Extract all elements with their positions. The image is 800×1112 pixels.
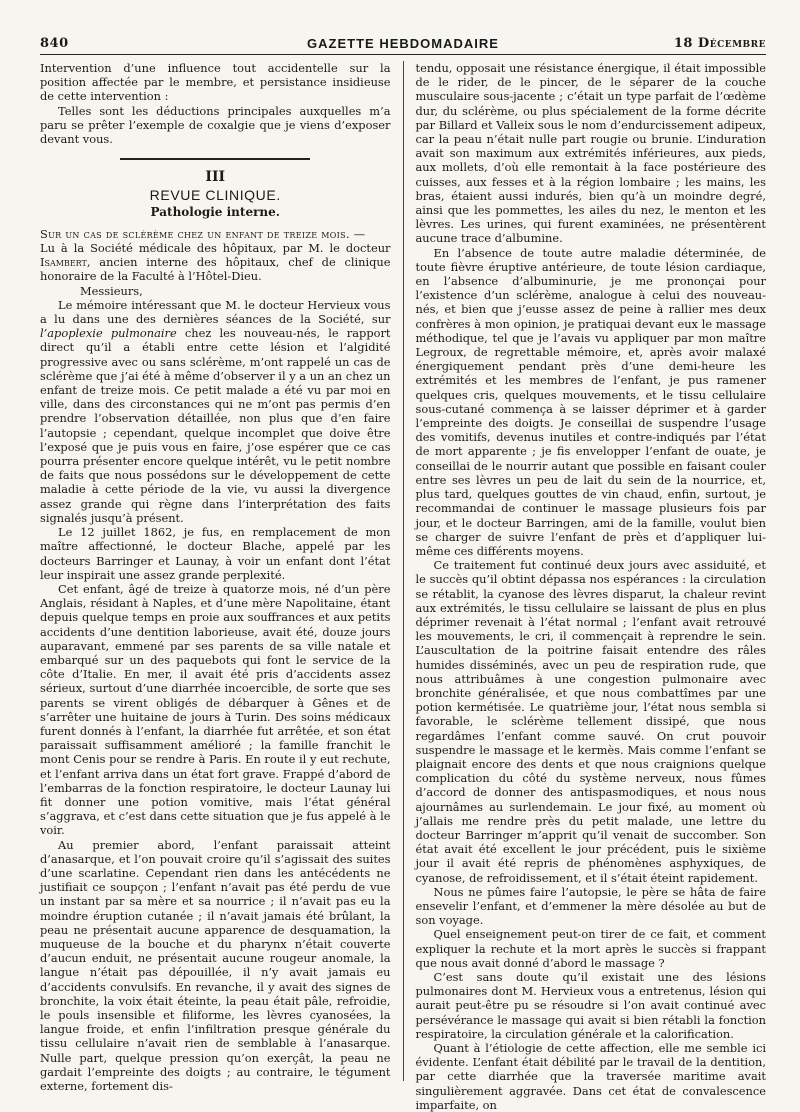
paragraph: tendu, opposait une résistance énergique, il était impossible de le rider, de le pincer, de le séparer de la couche musculaire sous-jacente ; c’était un type parfait de l’œdème dur, du sclérème, ou plus spécialement de la forme décrite par Billard et Valleix sous le nom d’endurcissement adipeux, car la peau n’était nulle part rougie ou brunie. L’induration avait son maximum aux extrémités inférieures, aux pieds, aux mollets, d’où elle remontait à la face postérieure des cuisses, aux fesses et à la région lombaire ; les mains, les bras, étaient aussi indurés, bien qu’à un moindre degré, ainsi que les pommettes, les ailes du nez, le menton et les lèvres. Les urines, qui furent examinées, ne présentèrent aucune trace d’albumine. <box>415 61 766 246</box>
author-name: Isambert <box>40 255 87 270</box>
paragraph: Le mémoire intéressant que M. le docteur Hervieux vous a lu dans une des dernières séances de la Société, sur l’apoplexie pulmonaire chez les nouveau-nés, le rapport direct qu’il a établi entre cette lésion et l’algidité progressive avec ou sans sclérème, m’ont rappelé un cas de sclérème que j’ai été à même d’observer il y a un an chez un enfant de treize mois. Ce petit malade a été vu par moi en ville, dans des circonstances qui ne m’ont pas permis d’en prendre l’observation détaillée, non plus que d’en faire l’autopsie ; cependant, quelque incomplet que doive être l’exposé que je puis vous en faire, j’ose espérer que ce cas pourra présenter encore quelque intérêt, vu le petit nombre de faits que nous possédons sur le développement de cette maladie à cette période de la vie, vu aussi la divergence assez grande qui règne dans l’interprétation des faits signalés jusqu’à présent. <box>40 297 391 525</box>
left-column <box>40 61 391 1094</box>
section-number: III <box>205 169 226 186</box>
case-byline: Lu à la Société médicale des hôpitaux, par M. le docteur Isambert, ancien interne des hôpitaux, chef de clinique honoraire de la Faculté à l’Hôtel-Dieu. <box>40 241 391 284</box>
journal-title: GAZETTE HEBDOMADAIRE <box>307 36 499 51</box>
paragraph: Quel enseignement peut-on tirer de ce fait, et comment expliquer la rechute et la mort après le succès si frappant que nous avait donné d’abord le massage ? <box>415 927 766 970</box>
paragraph: Telles sont les déductions principales auxquelles m’a paru se prêter l’exemple de coxalgie que je viens d’exposer devant vous. <box>40 103 391 147</box>
right-column <box>415 61 767 1112</box>
text-columns <box>40 61 766 1112</box>
paragraph: Au premier abord, l’enfant paraissait atteint d’anasarque, et l’on pouvait croire qu’il s’agissait des suites d’une scarlatine. Cependant rien dans les antécédents ne justifiait ce soupçon ; l’enfant n’avait pas été perdu de vue un instant par sa mère et sa nourrice ; il n’avait pas eu la moindre éruption cutanée ; il n’avait jamais été brûlant, la peau ne présentait aucune apparence de desquamation, la muqueuse de la bouche et du pharynx n’était couverte d’aucun enduit, ne présentait aucune rougeur anomale, la langue n’était pas dépouillée, il n’y avait jamais eu d’accidents convulsifs. En revanche, il y avait des signes de bronchite, la voix était éteinte, la peau était pâle, refroidie, le pouls insensible et filiforme, les lèvres cyanosées, la langue froide, et enfin l’infiltration presque générale du tissu cellulaire n’avait rien de semblable à l’anasarque. Nulle part, quelque pression qu’on exerçât, la peau ne gardait l’empreinte des doigts ; au contraire, le tégument externe, fortement dis- <box>40 837 391 1094</box>
section-subtitle: Pathologie interne. <box>150 204 280 219</box>
case-title: Sur un cas de sclérème chez un enfant de treize mois. — <box>40 226 366 241</box>
section-rule <box>120 158 310 160</box>
section-title: REVUE CLINIQUE. <box>149 187 281 204</box>
paragraph: Nous ne pûmes faire l’autopsie, le père se hâta de faire ensevelir l’enfant, et d’emmener la mère désolée au but de son voyage. <box>415 884 766 928</box>
paragraph: Cet enfant, âgé de treize à quatorze mois, né d’un père Anglais, résidant à Naples, et d’une mère Napolitaine, étant depuis quelque temps en proie aux souffrances et aux petits accidents d’une dentition laborieuse, avait été, douze jours auparavant, emmené par ses parents de sa ville natale et embarqué sur un des paquebots qui font le service de la côte d’Italie. En mer, il avait été pris d’accidents assez sérieux, surtout d’une diarrhée incoercible, de sorte que ses parents se virent obligés de débarquer à Gênes et de s’arrêter une huitaine de jours à Turin. Des soins médicaux furent donnés à l’enfant, la diarrhée fut arrêtée, et son état paraissait suffisamment amélioré ; la famille franchit le mont Cenis pour se rendre à Paris. En route il y eut rechute, et l’enfant arriva dans un état fort grave. Frappé d’abord de l’embarras de la fonction respiratoire, le docteur Launay lui fit donner une potion vomitive, mais l’état général s’aggrava, et c’est dans cette situation que je fus appelé à le voir. <box>40 581 391 838</box>
paragraph: Intervention d’une influence tout accidentelle sur la position affectée par le membre, et persistance insidieuse de cette intervention : <box>40 61 391 104</box>
salutation: Messieurs, <box>80 283 143 298</box>
paragraph: Ce traitement fut continué deux jours avec assiduité, et le succès qu’il obtint dépassa nos espérances : la circulation se rétablit, la cyanose des lèvres disparut, la chaleur revint aux extrémités, le tissu cellulaire se laissant de plus en plus déprimer revenait à l’état normal ; l’enfant avait retrouvé les mouvements, le cri, il commençait à reprendre le sein. L’auscultation de la poitrine faisait entendre des râles humides disséminés, avec un peu de respiration rude, que nous attribuâmes à une congestion pulmonaire avec bronchite généralisée, et que nous combattîmes par une potion kermétisée. Le quatrième jour, l’état nous sembla si favorable, le sclérème tellement dissipé, que nous regardâmes l’enfant comme sauvé. On crut pouvoir suspendre le massage et le kermès. Mais comme l’enfant se plaignait encore des dents et que nous craignions quelque complication du côté du système nerveux, nous fûmes d’accord de donner des antispasmodiques, et nous nous ajournâmes au surlendemain. Le jour fixé, au moment où j’allais me rendre près du petit malade, une lettre du docteur Barringer m’apprit qu’il venait de succomber. Son état avait été excellent le jour précédent, puis le sixième jour il avait été repris de phénomènes asphyxiques, de cyanose, de refroidissement, et il s’était éteint rapidement. <box>415 558 766 885</box>
paragraph: C’est sans doute qu’il existait une des lésions pulmonaires dont M. Hervieux vous a entretenus, lésion qui aurait peut-être pu se résoudre si l’on avait continué avec persévérance le massage qui avait si bien rétabli la fonction respiratoire, la circulation générale et la calorification. <box>415 970 766 1041</box>
column-divider <box>403 61 404 1081</box>
paragraph: Quant à l’étiologie de cette affection, elle me semble ici évidente. L’enfant était débilité par le travail de la dentition, par cette diarrhée que la traversée maritime avait singulièrement aggravée. Dans cet état de convalescence imparfaite, on <box>415 1041 766 1112</box>
paragraph: En l’absence de toute autre maladie déterminée, de toute fièvre éruptive antérieure, de toute lésion cardiaque, en l’absence d’albuminurie, je me prononçai pour l’existence d’un sclérème, analogue à celui des nouveau-nés, et bien que j’eusse assez de peine à rallier mes deux confrères à mon opinion, je pratiquai devant eux le massage méthodique, tel que je l’avais vu appliquer par mon maître Legroux, de regrettable mémoire, et, après avoir malaxé énergiquement pendant près d’une demi-heure les extrémités et les membres de l’enfant, je pus ramener quelques cris, quelques mouvements, et le tissu cellulaire sous-cutané commença à se laisser déprimer et à garder l’empreinte des doigts. Je conseillai de suspendre l’usage des vomitifs, devenus inutiles et contre-indiqués par l’état de mort apparente ; je fis envelopper l’enfant de ouate, je conseillai de le nourrir autant que possible en faisant couler entre ses lèvres un peu de lait du sein de la nourrice, et, plus tard, quelques gouttes de vin chaud, enfin, surtout, je recommandai de continuer le massage plusieurs fois par jour, et le docteur Barringen, ami de la famille, voulut bien se charger de suivre l’enfant de près et d’appliquer lui-même ces différents moyens. <box>415 245 766 558</box>
issue-date: 18 Décembre <box>673 36 766 51</box>
page-number: 840 <box>40 36 69 51</box>
page-header <box>40 28 766 55</box>
paragraph: Le 12 juillet 1862, je fus, en remplacement de mon maître affectionné, le docteur Blache, appelé par les docteurs Barringer et Launay, à voir un enfant dont l’état leur inspirait une assez grande perplexité. <box>40 525 391 582</box>
